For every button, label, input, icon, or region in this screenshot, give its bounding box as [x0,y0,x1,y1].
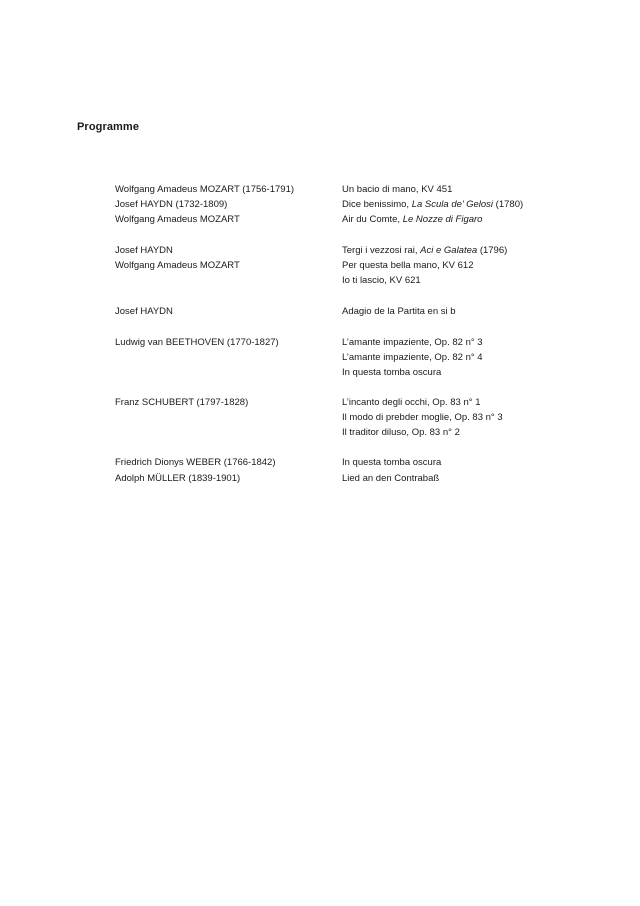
composer-line: Wolfgang Amadeus MOZART [115,214,240,225]
piece-work-title: Aci e Galatea [420,245,478,256]
piece-line: In questa tomba oscura [342,457,442,468]
piece-text: Tergi i vezzosi rai, [342,245,421,256]
piece-line: Lied an den Contrabaß [342,473,440,484]
composer-line: Josef HAYDN [115,245,173,256]
piece-text: Dice benissimo, [342,199,412,210]
piece-line [342,212,482,227]
piece-line: Un bacio di mano, KV 451 [342,184,453,195]
composer-line: Josef HAYDN [115,306,173,317]
piece-line [342,243,507,258]
piece-text: (1796) [477,245,508,256]
piece-line: Il modo di prebder moglie, Op. 83 n° 3 [342,412,503,423]
composer-line: Friedrich Dionys WEBER (1766-1842) [115,457,276,468]
composer-line: Ludwig van BEETHOVEN (1770-1827) [115,337,279,348]
piece-line [342,197,523,212]
page-title: Programme [77,121,140,133]
piece-line: Il traditor diluso, Op. 83 n° 2 [342,427,460,438]
piece-line: Per questa bella mano, KV 612 [342,260,474,271]
piece-line: L’amante impaziente, Op. 82 n° 4 [342,352,483,363]
piece-line: L’amante impaziente, Op. 82 n° 3 [342,337,483,348]
composer-line: Adolph MÜLLER (1839-1901) [115,473,241,484]
composer-line: Josef HAYDN (1732-1809) [115,199,228,210]
composer-line: Franz SCHUBERT (1797-1828) [115,397,249,408]
piece-text: (1780) [493,199,524,210]
composer-line: Wolfgang Amadeus MOZART [115,260,240,271]
piece-line: L’incanto degli occhi, Op. 83 n° 1 [342,397,481,408]
piece-text: Air du Comte, [342,214,403,225]
piece-line: Io ti lascio, KV 621 [342,275,421,286]
piece-work-title: Le Nozze di Figaro [402,214,483,225]
piece-line: Adagio de la Partita en si b [342,306,456,317]
composer-line: Wolfgang Amadeus MOZART (1756-1791) [115,184,295,195]
piece-line: In questa tomba oscura [342,367,442,378]
piece-work-title: La Scula de’ Gelosi [411,199,494,210]
